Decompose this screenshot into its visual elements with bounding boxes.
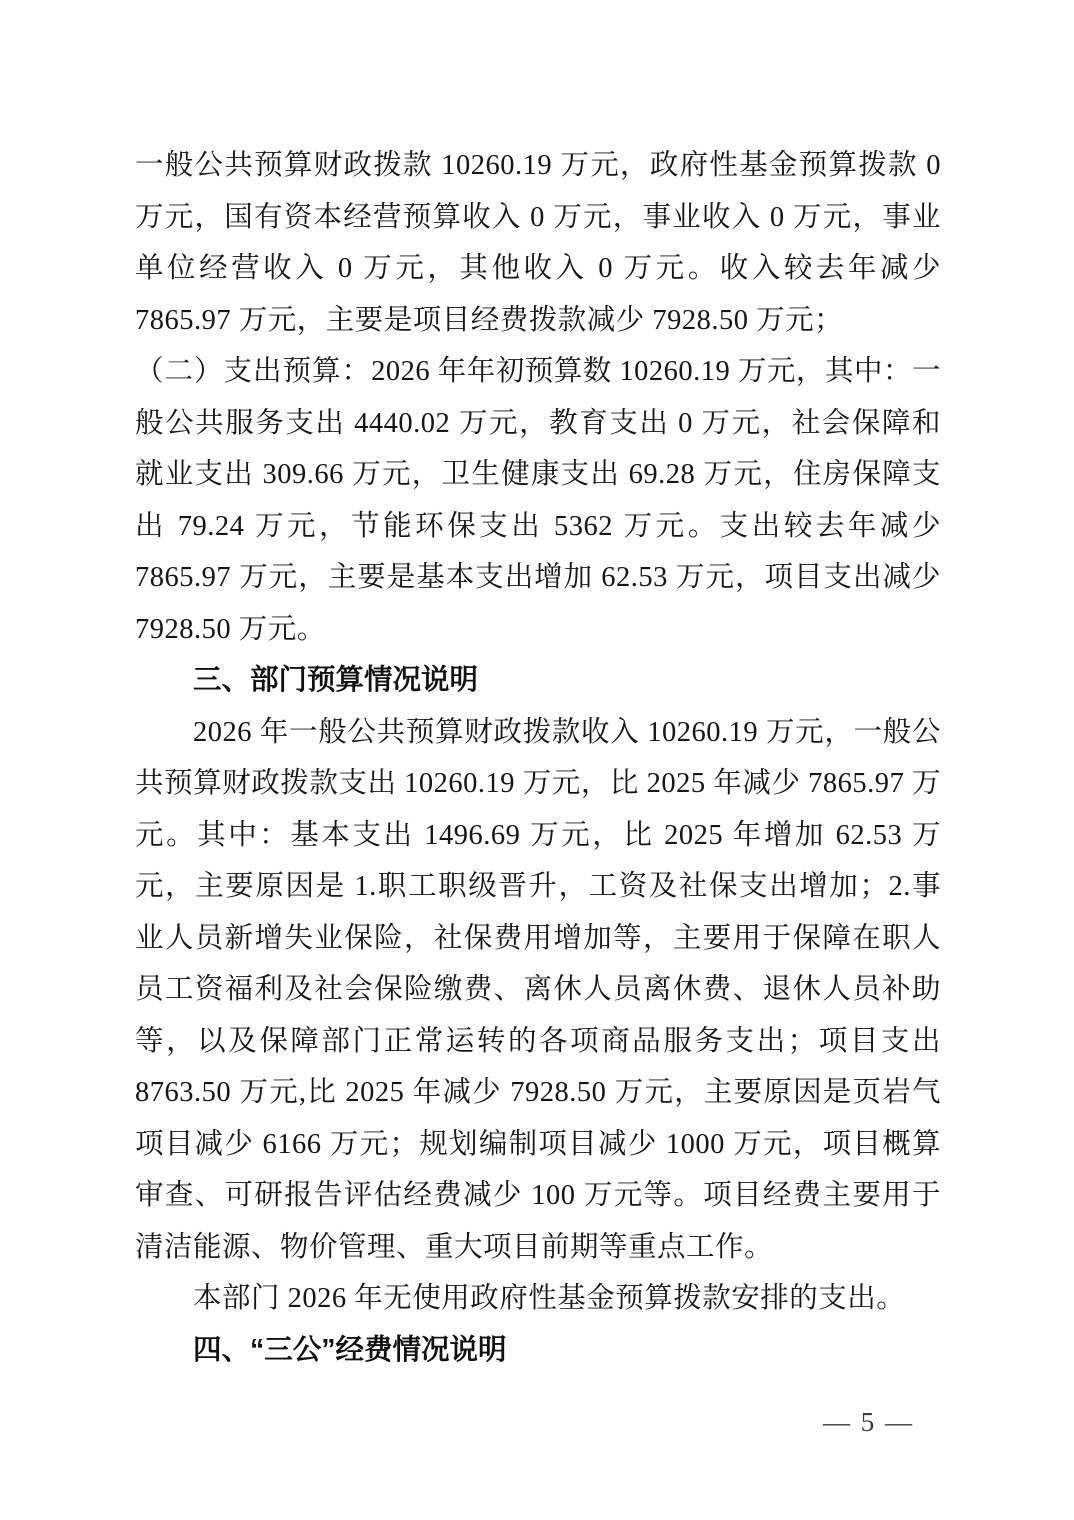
paragraph-gov-fund-note: 本部门 2026 年无使用政府性基金预算拨款安排的支出。 <box>193 1283 906 1314</box>
section-heading-four-three-public-expenses: 四、“三公”经费情况说明 <box>193 1333 507 1366</box>
paragraph-expenditure-budget <box>135 346 941 655</box>
section-heading-three-budget-explanation: 三、部门预算情况说明 <box>193 664 479 696</box>
document-body <box>135 140 941 1376</box>
page-number: — 5 — <box>823 1407 914 1437</box>
paragraph-budget-explanation: 2026 年一般公共预算财政拨款收入 10260.19 万元，一般公共预算财政拨款支出 10260.19 万元，比 2025 年减少 7865.97 万元。其中：基本支出 1496.69 万元，比 2025 年增加 62.53 万元，主要原因是 1.职工职级晋升，工资及社保支出增加；2.事业人员新增失业保险，社保费用增加等，主要用于保障在职人员工资福利及社会保险缴费、离休人员离休费、退休人员补助等，以及保障部门正常运转的各项商品服务支出；项目支出 8763.50 万元,比 2025 年减少 7928.50 万元，主要原因是页岩气项目减少 6166 万元；规划编制项目减少 1000 万元，项目概算审查、可研报告评估经费减少 100 万元等。项目经费主要用于清洁能源、物价管理、重大项目前期等重点工作。 <box>135 716 941 1263</box>
inline-subheading-expenditure: （二）支出预算： <box>135 356 372 387</box>
paragraph-expenditure-budget-text: 2026 年年初预算数 10260.19 万元，其中：一般公共服务支出 4440.02 万元，教育支出 0 万元，社会保障和就业支出 309.66 万元，卫生健康支出 69.28 万元，住房保障支出 79.24 万元，节能环保支出 5362 万元。支出较去年减少 7865.97 万元，主要是基本支出增加 62.53 万元，项目支出减少 7928.50 万元。 <box>135 356 941 645</box>
paragraph-revenue-continuation: 一般公共预算财政拨款 10260.19 万元，政府性基金预算拨款 0 万元，国有资本经营预算收入 0 万元，事业收入 0 万元，事业单位经营收入 0 万元，其他收入 0 万元。收入较去年减少 7865.97 万元，主要是项目经费拨款减少 7928.50 万元； <box>135 150 941 336</box>
